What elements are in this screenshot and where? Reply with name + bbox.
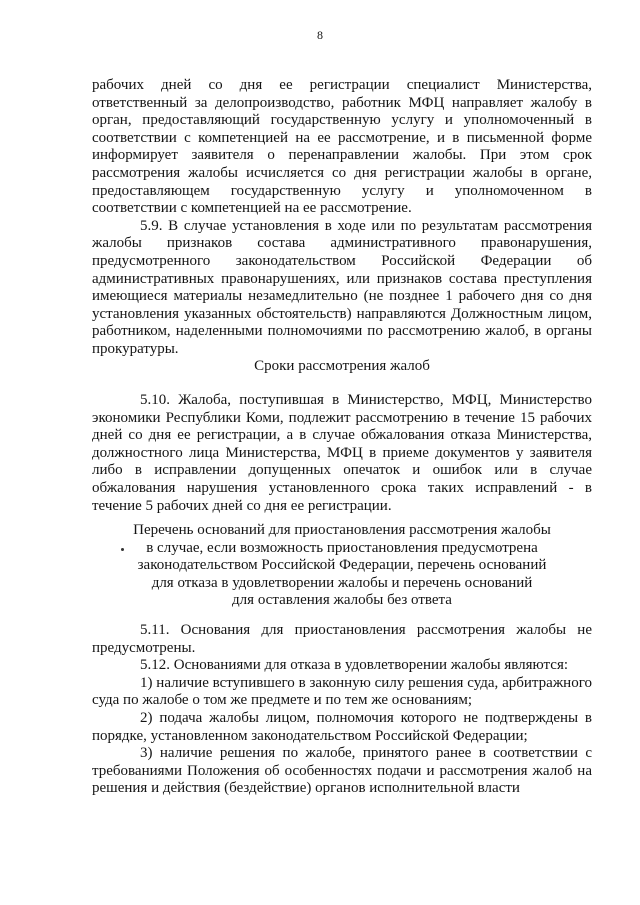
section-5-10 [92,392,592,515]
paragraph-5-9: 5.9. В случае установления в ходе или по результатам рассмотрения жалобы признаков состава административного правонарушения, предусмотренного законодательством Российской Федерации об административных правонарушениях, или признаков состава преступления имеющиеся материалы незамедлительно (не позднее 1 рабочего дня со дня установления указанных обстоятельств) направляются Должностным лицом, работником, наделенными полномочиями по рассмотрению жалоб, в органы прокуратуры. [92,217,592,357]
paragraph-continuation: рабочих дней со дня ее регистрации специалист Министерства, ответственный за делопроизводство, работник МФЦ направляет жалобу в орган, предоставляющий государственную услугу и уполномоченный в соответствии с компетенцией на ее рассмотрение, и в письменной форме информирует заявителя о перенаправлении жалобы. При этом срок рассмотрения жалобы исчисляется со дня регистрации жалобы в органе, предоставляющем государственную услугу и уполномоченном в соответствии с компетенцией на ее рассмотрение. [92,77,592,217]
heading-line: Перечень оснований для приостановления рассмотрения жалобы [133,522,551,538]
heading-grounds [92,522,592,610]
section-bottom [92,622,592,798]
section-heading: Сроки рассмотрения жалоб [254,358,430,374]
heading-line: в случае, если возможность приостановления предусмотрена [146,539,538,556]
list-item-2: 2) подача жалобы лицом, полномочия которого не подтверждены в порядке, установленном законодательством Российской Федерации; [92,709,592,744]
paragraph-5-11: 5.11. Основания для приостановления рассмотрения жалобы не предусмотрены. [92,622,592,656]
page-number: 8 [317,28,323,42]
list-item-3: 3) наличие решения по жалобе, принятого ранее в соответствии с требованиями Положения об особенностях подачи и рассмотрения жалоб на решения и действия (бездействие) органов исполнительной власти [92,745,592,797]
heading-terms [92,358,592,376]
paragraph-5-12: 5.12. Основаниями для отказа в удовлетворении жалобы являются: [140,657,569,674]
heading-line: для отказа в удовлетворении жалобы и перечень оснований [151,574,533,591]
heading-line: законодательством Российской Федерации, перечень оснований [137,557,547,574]
heading-line: для оставления жалобы без ответа [232,592,452,609]
list-item-1: 1) наличие вступившего в законную силу решения суда, арбитражного суда по жалобе о том же предмете и по тем же основаниям; [92,674,592,709]
section-top [92,77,592,359]
paragraph-5-10: 5.10. Жалоба, поступившая в Министерство, МФЦ, Министерство экономики Республики Коми, подлежит рассмотрению в течение 15 рабочих дней со дня ее регистрации, а в случае обжалования отказа Министерства, должностного лица Министерства, МФЦ в приеме документов у заявителя либо в исправлении допущенных опечаток и ошибок или в случае обжалования нарушения установленного срока таких исправлений - в течение 5 рабочих дней со дня ее регистрации. [92,392,592,514]
